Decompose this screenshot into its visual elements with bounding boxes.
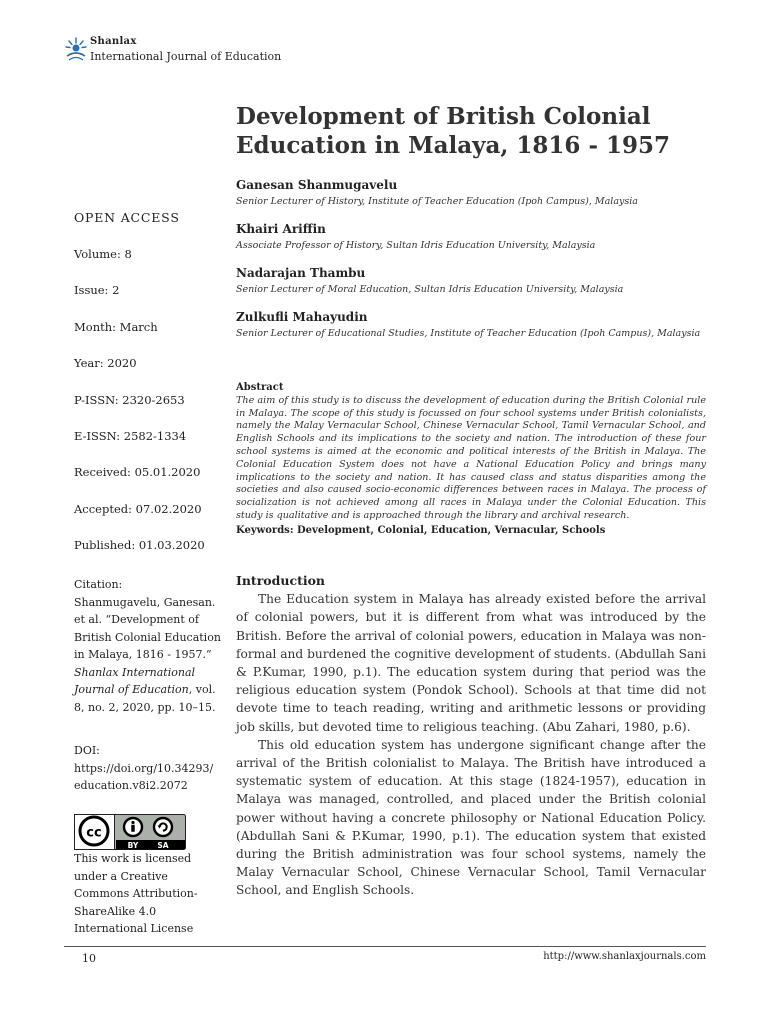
journal-website-link[interactable]: http://www.shanlaxjournals.com bbox=[543, 951, 706, 962]
abstract-heading: Abstract bbox=[236, 382, 284, 393]
meta-p-issn: P-ISSN: 2320-2653 bbox=[74, 392, 185, 407]
abstract-section bbox=[236, 382, 706, 538]
meta-accepted: Accepted: 07.02.2020 bbox=[74, 501, 202, 516]
brand-name: Shanlax bbox=[90, 36, 137, 47]
shanlax-logo-icon bbox=[64, 34, 88, 64]
author-item bbox=[236, 310, 706, 340]
doi-block bbox=[74, 742, 224, 795]
meta-month: Month: March bbox=[74, 319, 158, 334]
doi-label: DOI: bbox=[74, 744, 100, 757]
author-item bbox=[236, 178, 706, 208]
journal-name: International Journal of Education bbox=[90, 50, 282, 63]
meta-e-issn: E-ISSN: 2582-1334 bbox=[74, 428, 187, 443]
author-name: Khairi Ariffin bbox=[236, 222, 326, 236]
footer-divider bbox=[64, 946, 706, 947]
keywords: Keywords: Development, Colonial, Education, Vernacular, Schools bbox=[236, 524, 606, 536]
citation-text: Shanmugavelu, Ganesan. et al. “Development of British Colonial Education in Malaya, 1816 - 1957.” bbox=[74, 595, 221, 661]
meta-received: Received: 05.01.2020 bbox=[74, 465, 201, 480]
doi-link-line-1[interactable]: https://doi.org/10.34293/ bbox=[74, 761, 214, 775]
doi-link-line-2[interactable]: education.v8i2.2072 bbox=[74, 779, 188, 792]
cc-sa-label: SA bbox=[157, 841, 169, 850]
creative-commons-badge-icon[interactable] bbox=[74, 814, 186, 850]
title-line-2: Education in Malaya, 1816 - 1957 bbox=[236, 132, 671, 159]
author-affiliation: Senior Lecturer of Educational Studies, Institute of Teacher Education (Ipoh Campus), Malaysia bbox=[236, 328, 701, 339]
citation-journal: Shanlax International Journal of Education bbox=[74, 665, 196, 696]
citation-block bbox=[74, 576, 224, 716]
citation-label: Citation: bbox=[74, 578, 123, 591]
meta-year: Year: 2020 bbox=[74, 356, 137, 371]
author-name: Nadarajan Thambu bbox=[236, 266, 366, 280]
author-name: Ganesan Shanmugavelu bbox=[236, 178, 398, 192]
author-item bbox=[236, 222, 706, 252]
journal-header bbox=[64, 34, 704, 70]
author-affiliation: Associate Professor of History, Sultan Idris Education University, Malaysia bbox=[236, 240, 596, 251]
author-item bbox=[236, 266, 706, 296]
meta-published: Published: 01.03.2020 bbox=[74, 538, 205, 553]
author-list bbox=[236, 178, 706, 354]
page-number: 10 bbox=[82, 952, 96, 965]
paragraph: This old education system has undergone significant change after the arrival of the British colonialist to Malaya. The British have introduced a systematic system of education. At this stage (1824-1957), education in Malaya was managed, controlled, and placed under the British colonial power without having a concrete philosophy or National Education Policy. (Abdullah Sani & P.Kumar, 1990, p.1). The education system that existed during the British administration was four school systems, namely the Malay Vernacular School, Chinese Vernacular School, Tamil Vernacular School, and English Schools. bbox=[236, 737, 706, 898]
abstract-text: The aim of this study is to discuss the development of education during the British Colonial rule in Malaya. The scope of this study is focussed on four school systems under British colonialists, namely the Malay Vernacular School, Chinese Vernacular School, Tamil Vernacular School, and English Schools and its implications to the society and nation. The introduction of these four school systems is aimed at the economic and political interests of the British in Malaya. The Colonial Education System does not have a National Education Policy and brings many implications to the society and nation. It has caused class and status disparities among the societies and also caused socio-economic differences between races in Malaya. The process of socialization is not achieved among all races in Malaya under the Colonial Education. This study is qualitative and is approached through the library and archival research. bbox=[236, 394, 706, 521]
author-affiliation: Senior Lecturer of Moral Education, Sultan Idris Education University, Malaysia bbox=[236, 284, 624, 295]
license-text: This work is licensed under a Creative Commons Attribution-ShareAlike 4.0 International License bbox=[74, 852, 198, 935]
citation-details: , vol. 8, no. 2, 2020, pp. 10–15. bbox=[74, 683, 216, 714]
meta-issue: Issue: 2 bbox=[74, 283, 120, 298]
introduction-section bbox=[236, 572, 706, 900]
author-name: Zulkufli Mahayudin bbox=[236, 310, 368, 324]
cc-by-label: BY bbox=[127, 841, 139, 850]
meta-volume: Volume: 8 bbox=[74, 247, 132, 261]
svg-text:cc: cc bbox=[86, 825, 102, 841]
article-title bbox=[236, 102, 706, 160]
author-affiliation: Senior Lecturer of History, Institute of Teacher Education (Ipoh Campus), Malaysia bbox=[236, 196, 638, 207]
paragraph: The Education system in Malaya has already existed before the arrival of colonial powers, but it is different from what was introduced by the British. Before the arrival of colonial powers, education in Malaya was non-formal and burdened the cognitive development of students. (Abdullah Sani & P.Kumar, 1990, p.1). The education system during that period was the religious education system (Pondok School). Schools at that time did not devote time to teach reading, writing and arithmetic lessons or providing job skills, but devoted time to religious teaching. (Abu Zahari, 1980, p.6). bbox=[236, 592, 706, 734]
title-line-1: Development of British Colonial bbox=[236, 103, 651, 130]
article-metadata bbox=[74, 210, 224, 575]
introduction-heading: Introduction bbox=[236, 573, 326, 588]
open-access-label: OPEN ACCESS bbox=[74, 210, 180, 225]
